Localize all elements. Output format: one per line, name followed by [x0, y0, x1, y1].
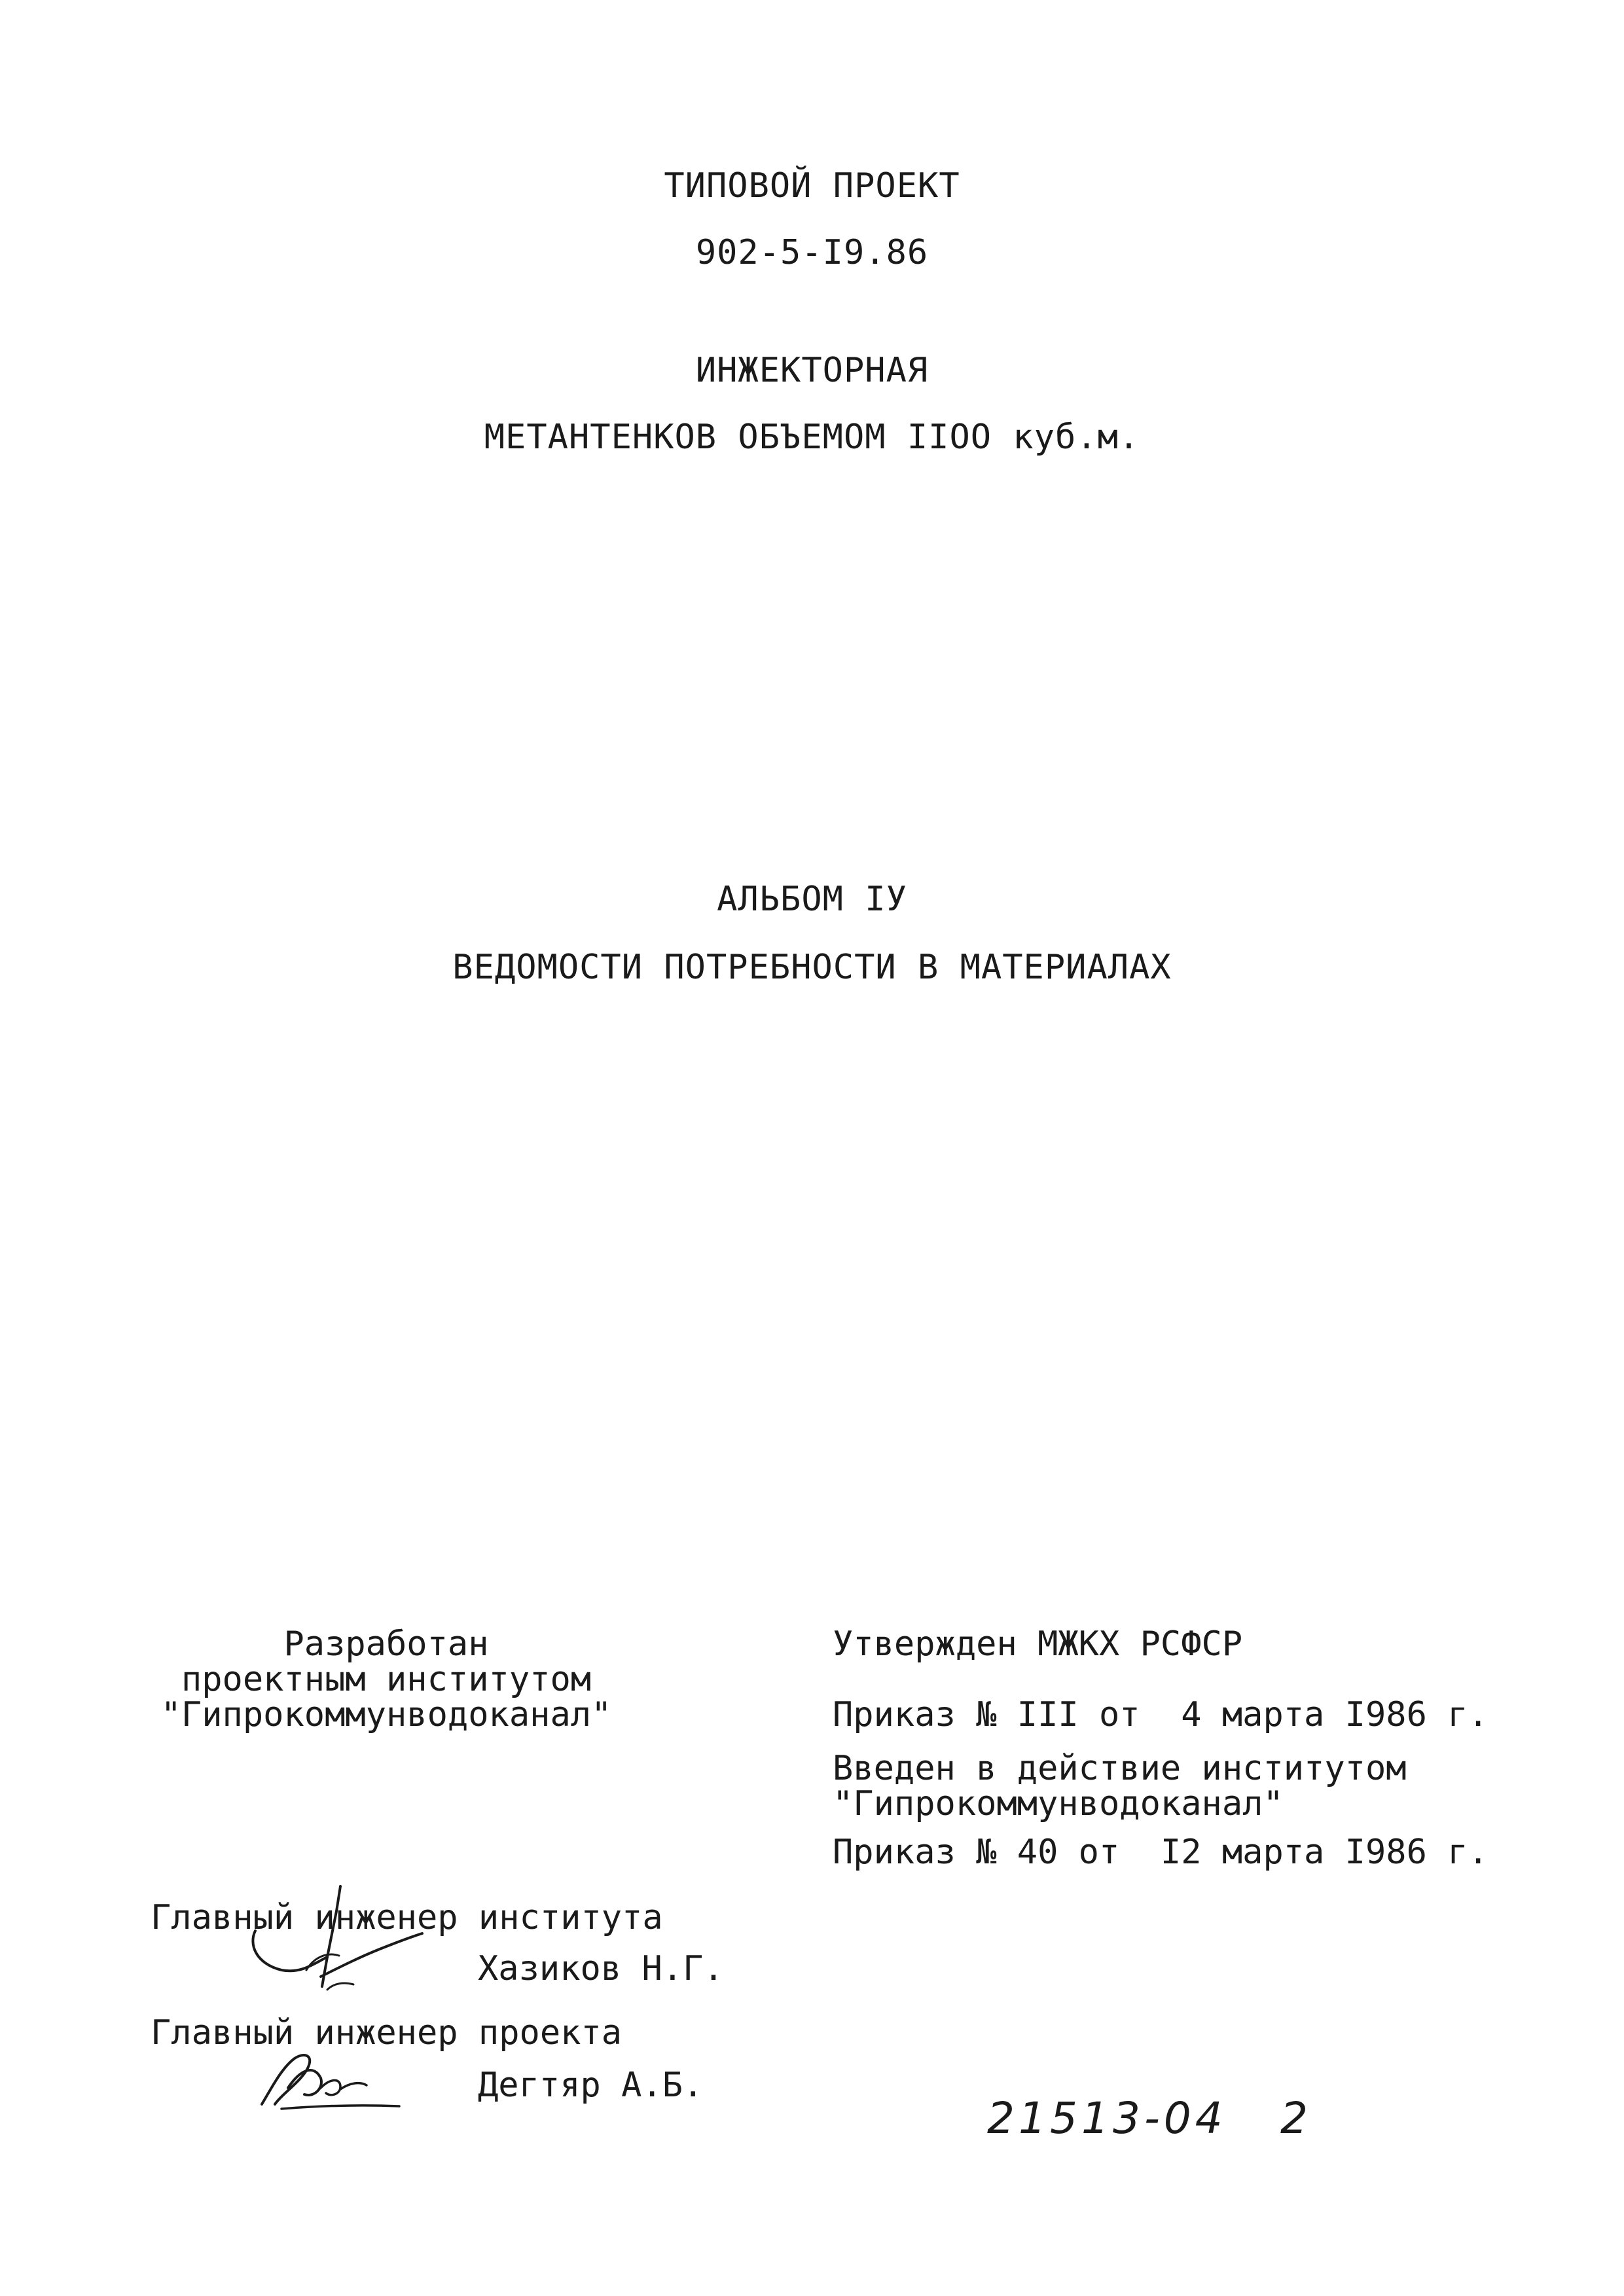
chief-engineer-institute-title: Главный инженер института — [151, 1898, 663, 1937]
approved-by: Утвержден МЖКХ РСФСР — [833, 1624, 1243, 1664]
chief-engineer-institute-name: Хазиков Н.Г. — [478, 1949, 724, 1988]
album-title: ВЕДОМОСТИ ПОТРЕБНОСТИ В МАТЕРИАЛАХ — [452, 948, 1172, 987]
approval-order1: Приказ № III от 4 марта I986 г. — [833, 1695, 1489, 1734]
album-number: АЛЬБОМ IУ — [717, 880, 907, 919]
project-number: 902-5-I9.86 — [695, 233, 929, 272]
chief-engineer-project-name: Дегтяр А.Б. — [478, 2066, 704, 2105]
object-title-line2: МЕТАНТЕНКОВ ОБЪЕМОМ IIOO куб.м. — [484, 418, 1140, 457]
introduced-line1: Введен в действие институтом — [833, 1749, 1407, 1788]
developer-line2: проектным институтом — [181, 1660, 592, 1699]
object-title-line1: ИНЖЕКТОРНАЯ — [695, 351, 929, 390]
approval-order2: Приказ № 40 от I2 марта I986 г. — [833, 1833, 1489, 1872]
chief-engineer-project-title: Главный инженер проекта — [151, 2013, 623, 2053]
handwritten-sheet-number: 2 — [1280, 2093, 1312, 2144]
developer-line1: Разработан — [283, 1624, 489, 1664]
signature-degtyar — [242, 2042, 412, 2121]
developer-line3: "Гипрокоммунводоканал" — [160, 1695, 612, 1734]
handwritten-inventory-code: 21513-04 — [987, 2093, 1227, 2144]
introduced-line2: "Гипрокоммунводоканал" — [833, 1784, 1284, 1823]
signature-khazikov — [229, 1878, 439, 2009]
doc-type: ТИПОВОЙ ПРОЕКТ — [664, 166, 960, 206]
